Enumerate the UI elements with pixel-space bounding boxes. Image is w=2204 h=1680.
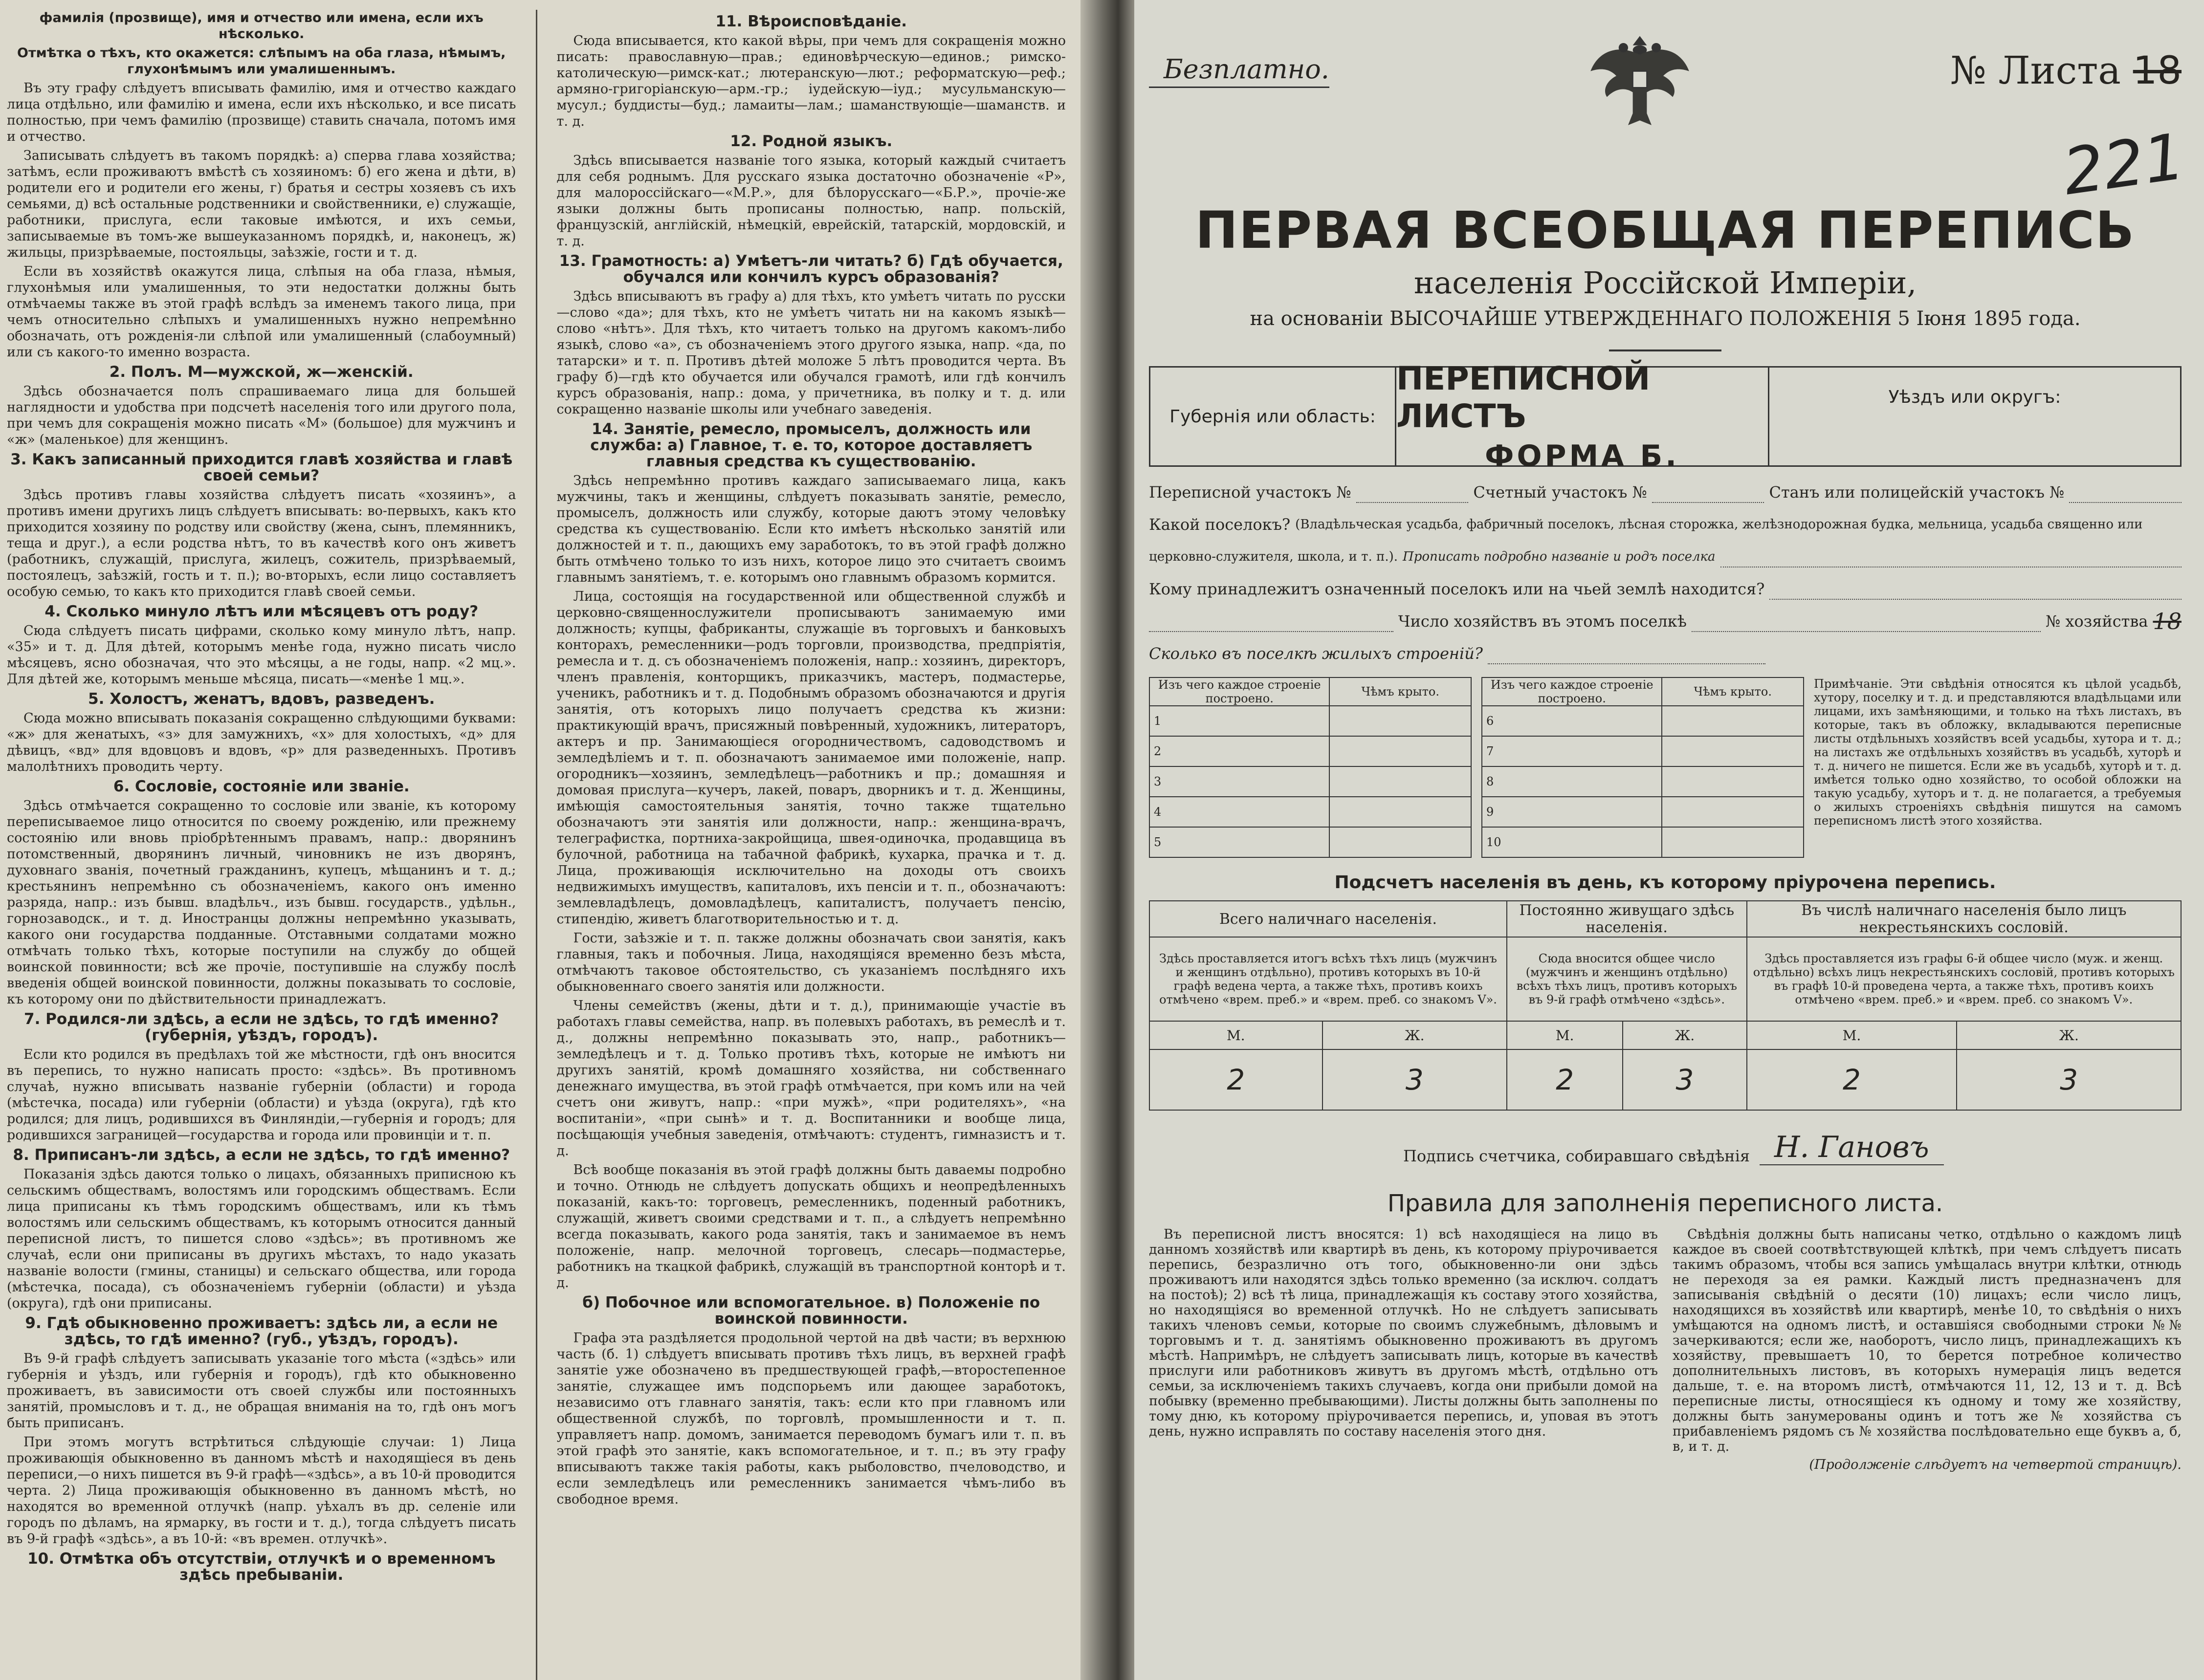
building-roof-cell[interactable] xyxy=(1662,827,1804,857)
instruction-heading: 7. Родился-ли здѣсь, а если не здѣсь, то гдѣ именно? (губернія, уѣздъ, городъ). xyxy=(24,1010,499,1044)
households-line xyxy=(1149,608,2182,634)
male-col: М. xyxy=(1507,1021,1623,1049)
left-page-instructions xyxy=(0,0,1080,1680)
building-number: 10 xyxy=(1482,827,1662,857)
province-label: Губернія или область: xyxy=(1169,406,1376,427)
building-row[interactable] xyxy=(1482,736,1804,766)
instructions-column-2 xyxy=(557,10,1066,1680)
rules-continued: (Продолженіе слѣдуетъ на четвертой страницѣ). xyxy=(1809,1457,2182,1472)
settlement-type-hint-cont: церковно-служителя, школа, и т. п.). xyxy=(1149,549,1398,564)
handwritten-page-number: 221 xyxy=(2058,119,2189,210)
instruction-paragraph: Здѣсь непремѣнно противъ каждаго записываемаго лица, какъ мужчины, такъ и женщины, слѣдуетъ показывать занятіе, ремесло, промыселъ, должность или службу, которые даютъ этому человѣку средства къ существованію. Если кто имѣетъ нѣсколько занятій или должностей и т. п., дающихъ ему заработокъ, то въ этой графѣ должно быть отмѣчено только то изъ нихъ, которое лицо это считаетъ своимъ главнымъ занятіемъ, т. е. которымъ оно главнымъ образомъ кормится. xyxy=(556,473,1066,585)
non-peasant-male-value[interactable]: 2 xyxy=(1747,1049,1957,1110)
sheet-number-label: № Листа xyxy=(1950,49,2121,93)
instruction-heading: Отмѣтка о тѣхъ, кто окажется: слѣпымъ на оба глаза, нѣмымъ, глухонѣмымъ или умалишеннымъ. xyxy=(17,45,506,77)
building-number: 5 xyxy=(1149,827,1329,857)
building-roof-cell[interactable] xyxy=(1329,827,1471,857)
material-header: Изъ чего каждое строеніе построено. xyxy=(1149,677,1329,706)
present-male-value[interactable]: 2 xyxy=(1149,1049,1322,1110)
form-type-letter: ФОРМА Б. xyxy=(1484,439,1680,473)
signature-value[interactable]: Н. Гановъ xyxy=(1760,1130,1944,1165)
non-peasant-desc: Здѣсь проставляется изъ графы 6-й общее число (муж. и женщ. отдѣльно) всѣхъ лицъ некрестьянскихъ сословій, противъ которыхъ въ графѣ 10-й проведена черта, а также тѣхъ, противъ коихъ отмѣчено «врем. преб.» и «врем. преб. со знакомъ V». xyxy=(1747,937,2181,1021)
instruction-heading: 10. Отмѣтка объ отсутствіи, отлучкѣ и о временномъ здѣсь пребываніи. xyxy=(27,1550,496,1584)
rules-title: Правила для заполненія переписного листа. xyxy=(1387,1190,1943,1217)
buildings-note: Примѣчаніе. Эти свѣдѣнія относятся къ цѣлой усадьбѣ, хутору, поселку и т. д. и представляются владѣльцами или лицами, ихъ замѣняющими, и только на тѣхъ листахъ, въ которые, такъ въ обложку, вкладываются переписные листы отдѣльныхъ хозяйствъ всей усадьбы, хутора и т. д.; на листахъ же отдѣльныхъ хозяйствъ въ усадьбѣ, хуторѣ и т. д. ничего не пишется. Если же въ усадьбѣ, хуторѣ и т. д. имѣется только одно хозяйство, то особой обложки на такую усадьбу, хуторъ и т. д. не полагается, а требуемыя о жилыхъ строеніяхъ свѣдѣнія пишутся на самомъ переписномъ листѣ этого хозяйства. xyxy=(1814,677,2182,828)
district-numbers-line xyxy=(1149,481,2182,503)
building-number: 3 xyxy=(1149,766,1329,797)
non-peasant-female-value[interactable]: 3 xyxy=(1957,1049,2181,1110)
owner-field-cont[interactable] xyxy=(1149,616,1393,632)
buildings-count-field[interactable] xyxy=(1488,649,1765,664)
instruction-heading: 9. Гдѣ обыкновенно проживаетъ: здѣсь ли, а если не здѣсь, то гдѣ именно? (губ., уѣздъ, городъ). xyxy=(25,1314,498,1348)
building-number: 4 xyxy=(1149,797,1329,827)
instruction-paragraph: Всѣ вообще показанія въ этой графѣ должны быть даваемы подробно и точно. Отнюдь не слѣдуетъ допускать общихъ и неопредѣленныхъ показаній, какъ-то: торговецъ, ремесленникъ, поденный работникъ, служащій, живетъ своими средствами и т. п., а слѣдуетъ непремѣнно всегда показывать, какого рода занятія, такъ и занимаемое въ немъ положеніе, напр. мелочной торговецъ, слесарь—подмастерье, работникъ на ткацкой фабрикѣ, служащій въ транспортной конторѣ и т. д. xyxy=(556,1162,1066,1290)
instruction-paragraph: Если кто родился въ предѣлахъ той же мѣстности, гдѣ онъ вносится въ перепись, то нужно написать просто: «здѣсь». Въ противномъ случаѣ, нужно вписывать названіе губерніи (области) и города (мѣстечка, посада) или губерніи (области) и уѣзда (округа), гдѣ кто родился; для лицъ, родившихся въ Финляндіи,—губернія и городъ; для родившихся заграницей—государства и города или провинціи и т. п. xyxy=(7,1047,516,1143)
building-roof-cell[interactable] xyxy=(1662,706,1804,736)
instruction-heading: фамилія (прозвище), имя и отчество или имена, если ихъ нѣсколько. xyxy=(39,10,484,42)
settlement-fields xyxy=(1149,481,2182,664)
female-col: Ж. xyxy=(1623,1021,1746,1049)
count-district-label: Счетный участокъ № xyxy=(1473,483,1647,502)
instruction-paragraph: Сюда слѣдуетъ писать цифрами, сколько кому минуло лѣтъ, напр. «35» и т. д. Для дѣтей, которымъ менѣе года, нужно писать число мѣсяцевъ, ясно обозначая, что это мѣсяцы, а не годы, напр. «2 мц.». Для дѣтей же, которымъ меньше мѣсяца, писать—«менѣе 1 мц.». xyxy=(7,623,516,687)
instruction-paragraph: Въ 9-й графѣ слѣдуетъ записывать указаніе того мѣста («здѣсь» или губернія и уѣздъ, или губернія и городъ), гдѣ кто обыкновенно проживаетъ, въ зависимости отъ своей службы или постоянныхъ занятій, промысловъ и т. д., не обращая вниманія на то, гдѣ онъ могъ быть приписанъ. xyxy=(7,1351,516,1431)
book-gutter xyxy=(1080,0,1134,1680)
count-district-field[interactable] xyxy=(1652,487,1764,503)
census-district-label: Переписной участокъ № xyxy=(1149,483,1351,502)
resident-population-desc: Сюда вносится общее число (мужчинъ и женщинъ отдѣльно) всѣхъ тѣхъ лицъ, противъ которыхъ въ 9-й графѣ отмѣчено «здѣсь». xyxy=(1507,937,1747,1021)
resident-population-header: Постоянно живущаго здѣсь населенія. xyxy=(1507,901,1747,937)
building-roof-cell[interactable] xyxy=(1329,766,1471,797)
instruction-heading: 12. Родной языкъ. xyxy=(730,132,893,150)
district-label: Уѣздъ или округъ: xyxy=(1888,387,2061,407)
instruction-paragraph: При этомъ могутъ встрѣтиться слѣдующіе случаи: 1) Лица проживающія обыкновенно въ данномъ мѣстѣ и находящіеся въ день переписи,—о нихъ пишется въ 9-й графѣ—«здѣсь», а въ 10-й проводится черта. 2) Лица проживающія обыкновенно въ данномъ мѣстѣ, но находятся во временной отлучкѣ (напр. уѣхалъ въ др. селеніе или городъ по дѣламъ, на ярмарку, въ гости и т. д.), тогда слѣдуетъ писать въ 9-й графѣ «здѣсь», а въ 10-й: «въ времен. отлучкѣ». xyxy=(7,1435,516,1547)
form-type-box xyxy=(1395,360,1769,473)
instruction-paragraph: Здѣсь вписываютъ въ графу а) для тѣхъ, кто умѣетъ читать по русски—слово «да»; для тѣхъ, кто не умѣетъ читать ни на какомъ языкѣ—слово «нѣтъ». Для тѣхъ, кто читаетъ только на другомъ какомъ-либо языкѣ, слово «а», съ обозначеніемъ этого другого языка, напр. «да, по татарски» и т. п. Противъ дѣтей моложе 5 лѣтъ проводится черта. Въ графу б)—гдѣ кто обучается или обучался грамотѣ, или гдѣ кончилъ курсъ образованія, напр.: дома, у причетника, въ полку и т. д. или сокращенно названіе школы или учебнаго заведенія. xyxy=(556,289,1066,417)
building-row[interactable] xyxy=(1149,736,1471,766)
form-legal-basis: на основаніи ВЫСОЧАЙШЕ УТВЕРЖДЕННАГО ПОЛОЖЕНІЯ 5 Іюня 1895 года. xyxy=(1250,307,2081,330)
form-subtitle: населенія Россійской Имперіи, xyxy=(1413,265,1917,301)
instruction-paragraph: Члены семействъ (жены, дѣти и т. д.), принимающіе участіе въ работахъ главы семейства, напр. въ полевыхъ работахъ, въ ремеслѣ и т. д., должны непремѣнно показывать это, напр., работникъ—земледѣлецъ и т. д. Только противъ тѣхъ, которые не имѣютъ ни другихъ занятій, кромѣ домашняго хозяйства, ни собственнаго денежнаго имущества, въ этой графѣ отмѣчается, при комъ или на чей счетъ они живутъ, напр.: «при мужѣ», «при родителяхъ», «на воспитаніи», «при сынѣ» и т. д. Воспитанники и вообще лица, посѣщающія учебныя заведенія, отмѣчаютъ: студентъ, гимназистъ и т. д. xyxy=(556,998,1066,1158)
instruction-heading: 8. Приписанъ-ли здѣсь, а если не здѣсь, то гдѣ именно? xyxy=(13,1146,510,1164)
column-divider xyxy=(536,10,537,1680)
roof-header: Чѣмъ крыто. xyxy=(1329,677,1471,706)
settlement-type-label: Какой поселокъ? xyxy=(1149,515,1291,534)
buildings-table-left xyxy=(1149,677,1472,858)
present-population-header: Всего наличнаго населенія. xyxy=(1149,901,1507,937)
settlement-name-hint: Прописать подробно названіе и родъ поселка xyxy=(1403,549,1716,564)
buildings-line xyxy=(1149,643,2182,664)
building-row[interactable] xyxy=(1149,766,1471,797)
divider xyxy=(1609,349,1721,351)
signature-label: Подпись счетчика, собиравшаго свѣдѣнія xyxy=(1403,1147,1750,1165)
households-count-label: Число хозяйствъ въ этомъ поселкѣ xyxy=(1398,612,1687,631)
building-roof-cell[interactable] xyxy=(1662,766,1804,797)
province-field[interactable] xyxy=(1150,368,1395,465)
buildings-table-right xyxy=(1481,677,1804,858)
settlement-name-line xyxy=(1149,546,2182,567)
instruction-paragraph: Сюда вписывается, кто какой вѣры, при чемъ для сокращенія можно писать: православную—прав.; единовѣрческую—единов.; римско-католическую—римск-кат.; лютеранскую—лют.; реформатскую—реф.; армяно-григоріанскую—арм.-гр.; іудейскую—іуд.; мусульманскую—мусул.; буддисты—буд.; ламаиты—лам.; шаманствующіе—шаманств. и т. д. xyxy=(556,33,1066,129)
form-header-box xyxy=(1149,360,2182,473)
instruction-paragraph: Показанія здѣсь даются только о лицахъ, обязанныхъ приписною къ сельскимъ обществамъ, волостямъ или городскимъ обществамъ. Если лица приписаны къ тѣмъ городскимъ обществамъ, или къ тѣмъ волостямъ или сельскимъ обществамъ, къ которымъ относится данный переписной листъ, то пишется слово «здѣсь»; въ противномъ же случаѣ, если они приписаны въ другихъ мѣстахъ, то надо указать названіе волости (гмины, станицы) и сельскаго общества, или города (мѣстечка, посада), съ обозначеніемъ губерніи (области) и уѣзда (округа), гдѣ они приписаны. xyxy=(7,1167,516,1311)
household-number-value: 18 xyxy=(2153,608,2182,634)
male-col: М. xyxy=(1747,1021,1957,1049)
instruction-heading: 14. Занятіе, ремесло, промыселъ, должность или служба: а) Главное, т. е. то, которое доставляетъ главныя средства къ существованію. xyxy=(590,420,1033,470)
rules-left: Въ переписной листъ вносятся: 1) всѣ находящіеся на лицо въ данномъ хозяйствѣ или квартирѣ въ день, къ которому пріурочивается перепись, безразлично отъ того, обыкновенно-ли они здѣсь проживаютъ или находятся здѣсь только временно (за исключ. солдатъ на постоѣ); 2) всѣ тѣ лица, принадлежащія къ составу этого хозяйства, но находящіяся во временной отлучкѣ. Но не слѣдуетъ записывать такихъ членовъ семьи, которые по своимъ служебнымъ, дѣловымъ и торговымъ и т. д. занятіямъ обыкновенно проживаютъ въ другомъ мѣстѣ. Напримѣръ, не слѣдуетъ записывать лицъ, которые въ качествѣ прислуги или работниковъ живутъ въ другомъ мѣстѣ, отдѣльно отъ семьи, за исключеніемъ такихъ случаевъ, когда они прибыли домой на побывку (временно пребывающими). Листы должны быть заполнены по тому дню, къ которому пріурочивается перепись, и, уповая въ этотъ день, нужно исправлять по составу населенія этого дня. xyxy=(1149,1227,1658,1439)
instructions-column-1 xyxy=(7,10,516,1680)
building-number: 8 xyxy=(1482,766,1662,797)
instruction-heading: 4. Сколько минуло лѣтъ или мѣсяцевъ отъ роду? xyxy=(44,603,479,620)
settlement-type-line xyxy=(1149,514,2182,535)
present-population-desc: Здѣсь проставляется итогъ всѣхъ тѣхъ лицъ (мужчинъ и женщинъ отдѣльно), противъ которыхъ въ 10-й графѣ ведена черта, а также тѣхъ, противъ коихъ отмѣчено «врем. преб.» и «врем. преб. со знакомъ V». xyxy=(1149,937,1507,1021)
census-district-field[interactable] xyxy=(1356,487,1469,503)
building-row[interactable] xyxy=(1149,797,1471,827)
instruction-paragraph: Графа эта раздѣляется продольной чертой на двѣ части; въ верхнюю часть (б. 1) слѣдуетъ вписывать противъ тѣхъ лицъ, въ верхней графѣ занятіе уже обозначено въ предшествующей графѣ,—второстепенное занятіе, служащее имъ подспорьемъ или дающее заработокъ, независимо отъ главнаго занятія, такъ: если кто при главномъ или общественной службѣ, по торговлѣ, промышленности и т. п. управляетъ напр. домомъ, занимается переводомъ бумагъ или т. п. въ этой графѣ это занятіе, какъ вспомогательное, и т. п.; въ эту графу вписываютъ также такія работы, какъ рыболовство, пчеловодство, и если земледѣлецъ или ремесленникъ занимается чѣмъ-либо въ свободное время. xyxy=(556,1331,1066,1507)
female-col: Ж. xyxy=(1957,1021,2181,1049)
resident-male-value[interactable]: 2 xyxy=(1507,1049,1623,1110)
imperial-eagle-icon xyxy=(1581,20,1698,137)
owner-line xyxy=(1149,578,2182,600)
building-roof-cell[interactable] xyxy=(1329,706,1471,736)
enumerator-signature xyxy=(1403,1130,2182,1165)
instruction-paragraph: Гости, заѣзжіе и т. п. также должны обозначать свои занятія, какъ главныя, такъ и побочныя. Лица, находящіяся временно безъ мѣста, отмѣчаютъ таковое обстоятельство, съ указаніемъ послѣдняго ихъ обыкновеннаго своего занятія или должности. xyxy=(556,931,1066,994)
building-row[interactable] xyxy=(1149,706,1471,736)
building-number: 7 xyxy=(1482,736,1662,766)
instruction-heading: 3. Какъ записанный приходится главѣ хозяйства и главѣ своей семьи? xyxy=(10,451,513,484)
free-label: Безплатно. xyxy=(1149,20,1329,88)
instruction-paragraph: Сюда можно вписывать показанія сокращенно слѣдующими буквами: «ж» для женатыхъ, «з» для замужнихъ, «х» для холостыхъ, «д» для дѣвицъ, «вд» для вдовцовъ и вдовъ, «р» для разведенныхъ. Противъ малолѣтнихъ проводить черту. xyxy=(7,711,516,774)
buildings-count-label: Сколько въ поселкѣ жилыхъ строеній? xyxy=(1149,644,1483,663)
form-type-title: ПЕРЕПИСНОЙ ЛИСТЪ xyxy=(1396,360,1651,435)
instruction-heading: 11. Вѣроисповѣданіе. xyxy=(715,13,907,30)
building-roof-cell[interactable] xyxy=(1329,797,1471,827)
instruction-heading: 6. Сословіе, состояніе или званіе. xyxy=(113,778,410,795)
building-row[interactable] xyxy=(1482,706,1804,736)
present-female-value[interactable]: 3 xyxy=(1322,1049,1507,1110)
instruction-paragraph: Здѣсь обозначается полъ спрашиваемаго лица для большей наглядности и удобства при подсчетѣ населенія того или другого пола, при чемъ для сокращенія можно писать «М» (большое) для мужчинъ и «ж» (маленькое) для женщинъ. xyxy=(7,384,516,447)
census-form-page xyxy=(1134,0,2204,1680)
non-peasant-header: Въ числѣ наличнаго населенія было лицъ некрестьянскихъ сословій. xyxy=(1747,901,2181,937)
owner-field[interactable] xyxy=(1769,584,2182,600)
building-row[interactable] xyxy=(1482,797,1804,827)
instruction-paragraph: Въ эту графу слѣдуетъ вписывать фамилію, имя и отчество каждаго лица отдѣльно, или фамилію и имена, если ихъ нѣсколько, и все писать полностью, при чемъ фамилію (прозвище) ставить сначала, потомъ имя и отчество. xyxy=(7,81,516,144)
building-row[interactable] xyxy=(1482,827,1804,857)
instruction-paragraph: Здѣсь вписывается названіе того языка, который каждый считаетъ для себя роднымъ. Для русскаго языка достаточно обозначеніе «Р», для малороссійскаго—«М.Р.», для бѣлорусскаго—«Б.Р.», прочіе-же языки должны быть прописаны полностью, напр. польскій, французскій, англійскій, нѣмецкій, еврейскій, татарскій, мордовскій, и т. д. xyxy=(556,153,1066,249)
roof-header-2: Чѣмъ крыто. xyxy=(1662,677,1804,706)
building-roof-cell[interactable] xyxy=(1662,736,1804,766)
instruction-paragraph: Здѣсь отмѣчается сокращенно то сословіе или званіе, къ которому переписываемое лицо относится по своему рожденію, или прежнему состоянію или вновь пріобрѣтеннымъ правамъ, напр.: дворянинъ потомственный, дворянинъ личный, чиновникъ не изъ дворянъ, духовнаго званія, почетный гражданинъ, купецъ, мѣщанинъ и т. д.; крестьянинъ непремѣнно съ обозначеніемъ, какого онъ именно разряда, напр.: изъ бывш. владѣльч., изъ бывш. государств., удѣльн., горнозаводск., и т. д. Иностранцы должны непремѣнно указывать, какого они государства подданные. Отставными солдатами можно отмѣчать только тѣхъ, которые поступили на службу до общей воинской повинности; всѣ же прочіе, поступившіе на службу послѣ введенія общей воинской повинности, должны показывать то сословіе, къ которому они по дѣйствительности принадлежатъ. xyxy=(7,798,516,1007)
resident-female-value[interactable]: 3 xyxy=(1623,1049,1746,1110)
building-number: 1 xyxy=(1149,706,1329,736)
population-count-table xyxy=(1149,900,2182,1111)
owner-label: Кому принадлежитъ означенный поселокъ или на чьей землѣ находится? xyxy=(1149,580,1765,598)
building-roof-cell[interactable] xyxy=(1329,736,1471,766)
male-col: М. xyxy=(1149,1021,1322,1049)
building-row[interactable] xyxy=(1149,827,1471,857)
instruction-paragraph: Если въ хозяйствѣ окажутся лица, слѣпыя на оба глаза, нѣмыя, глухонѣмыя или умалишенныя, то эти недостатки должны быть отмѣчаемы также въ этой графѣ вслѣдъ за именемъ такого лица, при чемъ относительно слѣпыхъ и умалишенныхъ нужно непремѣнно обозначать, отъ рожденія-ли слѣпой или умалишенный (слабоумный) или съ какого-то именно возраста. xyxy=(7,264,516,360)
instruction-paragraph: Лица, состоящія на государственной или общественной службѣ и церковно-священнослужители прописываютъ занимаемую ими должность; купцы, фабриканты, служащіе въ торговыхъ и банковыхъ конторахъ, ремесленники—родъ торговли, производства, предпріятія, ремесла и т. д. съ обозначеніемъ положенія, напр.: хозяинъ, директоръ, членъ правленія, конторщикъ, приказчикъ, мастеръ, подмастерье, ученикъ, работникъ и т. д. Подобнымъ образомъ обозначаются и другія занятія, отъ которыхъ лицо получаетъ средства къ жизни: практикующій врачъ, присяжный повѣренный, художникъ, литераторъ, актеръ и пр. Занимающіеся огородничествомъ, садоводствомъ и земледѣліемъ и т. п. обозначаютъ занимаемое ими положеніе, напр. огородникъ—хозяинъ, земледѣлецъ—работникъ и пр.; домашняя и домовая прислуга—кучеръ, лакей, поваръ, дворникъ и т. д. Женщины, имѣющія самостоятельныя занятія, точно также тщательно обозначаютъ эти занятія или должности, напр.: женщина-врачъ, телеграфистка, портниха-закройщица, швея-одиночка, продавщица въ булочной, работница на табачной фабрикѣ, кухарка, прачка и т. д. Лица, проживающія исключительно на доходы отъ своихъ недвижимыхъ имуществъ, капиталовъ, ихъ пенсіи и т. п., обозначаютъ: землевладѣлецъ, домовладѣлецъ, капиталистъ, получаетъ пенсію, стипендію, живетъ благотворительностью и т. д. xyxy=(556,589,1066,927)
settlement-type-hint: (Владѣльческая усадьба, фабричный поселокъ, лѣсная сторожка, желѣзнодорожная будка, мельница, усадьба священно или xyxy=(1295,517,2143,532)
building-row[interactable] xyxy=(1482,766,1804,797)
female-col: Ж. xyxy=(1322,1021,1507,1049)
building-roof-cell[interactable] xyxy=(1662,797,1804,827)
instruction-paragraph: Здѣсь противъ главы хозяйства слѣдуетъ писать «хозяинъ», а противъ имени другихъ лицъ слѣдуетъ вписывать: во-первыхъ, какъ кто приходится хозяину по родству или свойству (жена, сынъ, племянникъ, теща и друг.), а если родства нѣтъ, то въ качествѣ кого онъ живетъ (работникъ, служащій, прислуга, жилецъ, сожитель, призрѣваемый, постоялецъ, заѣзжій, гость и т. п.); во-вторыхъ, если лицо составляетъ особую семью, то какъ кто приходится главѣ своей семьи. xyxy=(7,487,516,599)
building-number: 6 xyxy=(1482,706,1662,736)
instruction-heading: 5. Холостъ, женатъ, вдовъ, разведенъ. xyxy=(88,690,435,708)
rules-text xyxy=(1149,1227,2182,1475)
instruction-heading: 13. Грамотность: а) Умѣетъ-ли читать? б) Гдѣ обучается, обучался или кончилъ курсъ образованія? xyxy=(559,252,1063,286)
material-header-2: Изъ чего каждое строеніе построено. xyxy=(1482,677,1662,706)
instruction-paragraph: Записывать слѣдуетъ въ такомъ порядкѣ: a) сперва глава хозяйства; затѣмъ, если проживаютъ вмѣстѣ съ хозяиномъ: б) его жена и дѣти, в) родители его и родители его жены, г) братья и сестры хозяевъ съ ихъ семьями, д) всѣ остальные родственники и свойственники, е) служащіе, работники, прислуга, если таковые имѣются, и ихъ семьи, записываемые въ томъ-же вышеуказанномъ порядкѣ, и, наконецъ, ж) жильцы, призрѣваемые, постояльцы, заѣзжіе, гости и т. д. xyxy=(7,148,516,260)
households-count-field[interactable] xyxy=(1692,616,2041,632)
instruction-heading: 2. Полъ. М—мужской, ж—женскій. xyxy=(109,363,414,381)
instruction-heading: б) Побочное или вспомогательное. в) Положеніе по воинской повинности. xyxy=(582,1294,1040,1328)
buildings-section xyxy=(1149,677,2182,858)
building-number: 2 xyxy=(1149,736,1329,766)
police-district-label: Станъ или полицейскій участокъ № xyxy=(1769,483,2065,502)
household-number-label: № хозяйства xyxy=(2046,612,2148,631)
population-heading: Подсчетъ населенія въ день, къ которому пріурочена перепись. xyxy=(1334,873,1996,893)
sheet-number-value: 18 xyxy=(2133,49,2182,93)
sheet-number xyxy=(1950,20,2182,93)
form-title: ПЕРВАЯ ВСЕОБЩАЯ ПЕРЕПИСЬ xyxy=(1195,200,2136,260)
district-field[interactable] xyxy=(1769,368,2180,465)
settlement-name-field[interactable] xyxy=(1720,552,2182,567)
rules-right: Свѣдѣнія должны быть написаны четко, отдѣльно о каждомъ лицѣ каждое въ своей соотвѣтствующей клѣткѣ, при чемъ слѣдуетъ писать такимъ образомъ, чтобы вся запись умѣщалась внутри клѣтки, отнюдь не переходя за ея рамки. Каждый листъ предназначенъ для записыванія свѣдѣній о десяти (10) лицахъ; если число лицъ, находящихся въ хозяйствѣ или квартирѣ, менѣе 10, то свѣдѣнія о нихъ умѣщаются на одномъ листѣ, и оставшіяся свободными строки №№ зачеркиваются; если же, наоборотъ, число лицъ, принадлежащихъ къ хозяйству, превышаетъ 10, то берется потребное количество дополнительныхъ листовъ, въ которыхъ нумерація лицъ ведется дальше, т. е. на второмъ листѣ, отмѣчаются 11, 12, 13 и т. д. Всѣ переписные листы, относящіеся къ одному и тому же хозяйству, должны быть занумерованы одинъ и тотъ же № хозяйства съ прибавленіемъ рядомъ съ № хозяйства послѣдовательно еще буквъ а, б, в, и т. д. xyxy=(1673,1227,2182,1454)
building-number: 9 xyxy=(1482,797,1662,827)
police-district-field[interactable] xyxy=(2069,487,2182,503)
